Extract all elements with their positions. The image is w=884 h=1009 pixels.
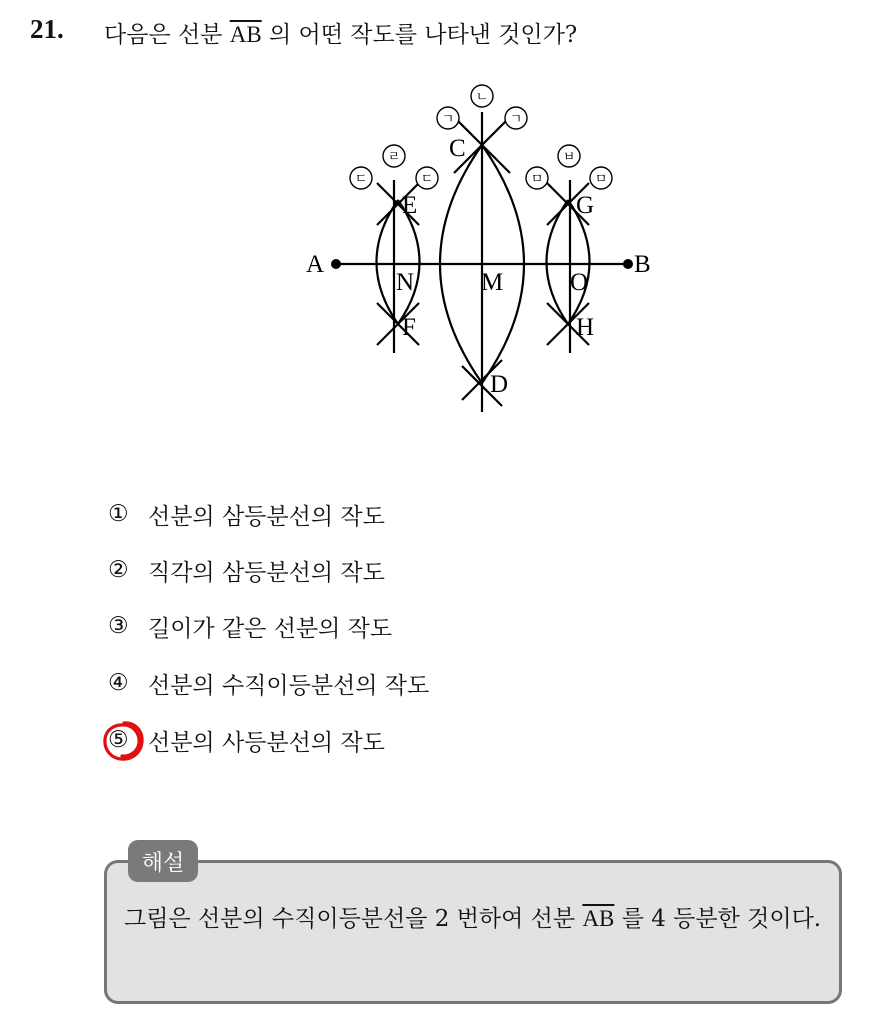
mark-bieup: ㅂ: [562, 150, 576, 165]
point-d-label: D: [490, 371, 509, 398]
point-h-label: H: [576, 314, 595, 341]
explanation-tag: 해설: [128, 840, 198, 882]
choice-3[interactable]: [108, 609, 392, 643]
mark-mieum-1: ㅁ: [530, 172, 544, 187]
choice-2[interactable]: [108, 553, 385, 587]
mark-nieun: ㄴ: [475, 90, 489, 105]
explanation-text: [124, 898, 824, 940]
point-f-label: F: [402, 314, 416, 341]
question-text-before: 다음은 선분: [104, 22, 223, 48]
choice-2-text: 직각의 삼등분선의 작도: [148, 559, 385, 586]
explanation-segment-label: $\overline{AB}$: [582, 906, 615, 931]
answer-circle-mark: [100, 718, 146, 764]
mark-digeut-2: ㄷ: [420, 172, 434, 187]
construction-figure: [0, 0, 884, 470]
choice-2-number: ②: [108, 557, 129, 583]
point-g-label: G: [576, 192, 595, 219]
choice-4-text: 선분의 수직이등분선의 작도: [148, 672, 430, 699]
point-o-label: O: [570, 269, 589, 296]
choice-4[interactable]: [108, 666, 429, 700]
construction-lines: [336, 112, 628, 412]
point-n-label: N: [396, 269, 415, 296]
point-a-label: A: [306, 251, 325, 278]
mark-digeut-1: ㄷ: [354, 172, 368, 187]
mark-mieum-2: ㅁ: [594, 172, 608, 187]
point-e-label: E: [402, 192, 418, 219]
point-m-label: M: [481, 269, 504, 296]
choice-5[interactable]: [108, 723, 385, 757]
segment-ab-label: $\overline{AB}$: [229, 22, 262, 47]
explanation-text-after: 를 4 등분한 것이다.: [621, 906, 822, 932]
choice-3-number: ③: [108, 613, 129, 639]
point-c-label: C: [449, 135, 466, 162]
mark-giyeok-1: ㄱ: [441, 112, 455, 127]
mark-giyeok-2: ㄱ: [509, 112, 523, 127]
choice-3-text: 길이가 같은 선분의 작도: [148, 615, 393, 642]
choice-1-text: 선분의 삼등분선의 작도: [148, 503, 385, 530]
explanation-text-before: 그림은 선분의 수직이등분선을 2 번하여 선분: [124, 906, 576, 932]
question-text-after: 의 어떤 작도를 나타낸 것인가?: [268, 22, 578, 48]
question-number: 21.: [30, 14, 64, 44]
point-b-label: B: [634, 251, 651, 278]
point-b-dot: [623, 259, 633, 269]
point-a-dot: [331, 259, 341, 269]
choice-5-number: ⑤: [108, 727, 129, 753]
choice-5-text: 선분의 사등분선의 작도: [148, 729, 385, 756]
choice-1[interactable]: [108, 497, 385, 531]
mark-rieul: ㄹ: [387, 150, 401, 165]
choice-4-number: ④: [108, 670, 129, 696]
choice-1-number: ①: [108, 501, 129, 527]
